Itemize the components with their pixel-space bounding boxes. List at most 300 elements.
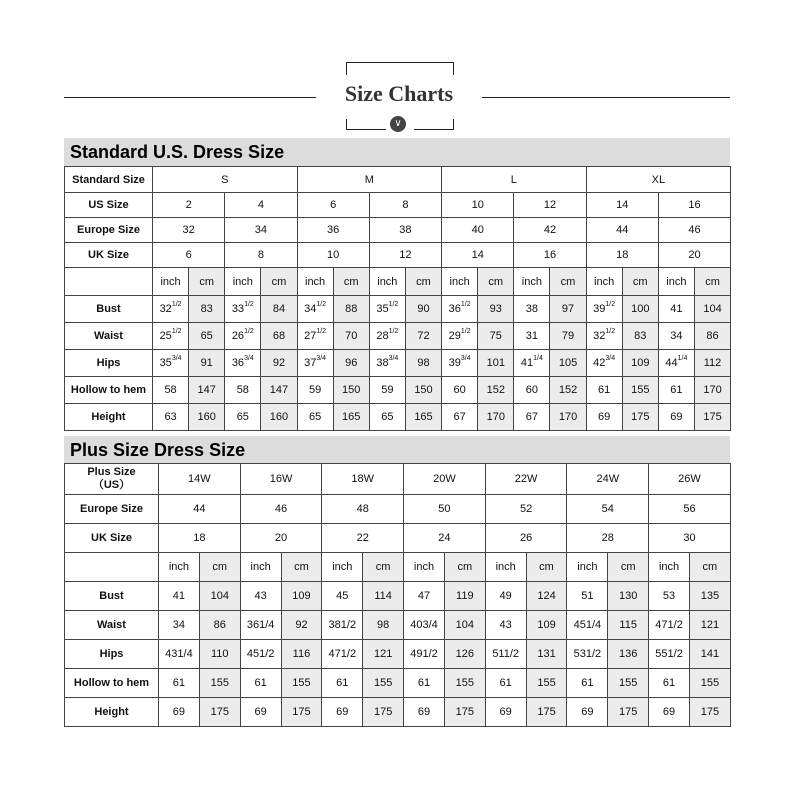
measure-cell	[514, 404, 550, 431]
size-cell: 38	[369, 218, 441, 243]
measure-value: 147	[197, 384, 216, 396]
measure-cell: 110	[199, 640, 240, 669]
measure-cell: 175	[281, 698, 322, 727]
header-rule-right	[482, 97, 730, 98]
measure-cell	[297, 296, 333, 323]
measure-value: 160	[269, 411, 289, 423]
unit-header: inch	[404, 553, 445, 582]
standard-size-cell: XL	[586, 167, 731, 193]
measure-value: 150	[342, 384, 361, 396]
measure-fraction: 1/2	[316, 328, 327, 335]
measure-cell: 141	[689, 640, 730, 669]
row-label: Europe Size	[65, 218, 153, 243]
row-label: Hips	[65, 640, 159, 669]
measure-value: 170	[703, 384, 722, 396]
measure-value: 72	[417, 330, 430, 342]
unit-header: cm	[478, 268, 514, 296]
measure-value: 69	[670, 411, 683, 423]
plus-size-table	[64, 463, 731, 727]
measure-cell	[369, 377, 405, 404]
measure-value: 83	[634, 330, 647, 342]
table-row	[65, 495, 731, 524]
size-cell: 34	[225, 218, 297, 243]
measure-value: 147	[269, 384, 289, 396]
measure-cell	[297, 323, 333, 350]
plus-size-cell: 16W	[240, 464, 322, 495]
row-label: Height	[65, 698, 159, 727]
standard-size-cell: M	[297, 167, 442, 193]
size-cell: 40	[442, 218, 514, 243]
measure-value: 38	[376, 357, 389, 369]
row-label: Standard Size	[65, 167, 153, 193]
table-row	[65, 377, 731, 404]
measure-cell: 61	[159, 669, 200, 698]
measure-cell	[189, 377, 225, 404]
measure-value: 67	[453, 411, 466, 423]
measure-cell: 69	[240, 698, 281, 727]
measure-cell: 69	[485, 698, 526, 727]
measure-cell	[550, 296, 586, 323]
measure-cell: 49	[485, 582, 526, 611]
size-cell: 10	[297, 243, 369, 268]
unit-header: cm	[608, 553, 649, 582]
unit-header: cm	[444, 553, 485, 582]
measure-value: 60	[453, 384, 466, 396]
measure-cell: 155	[199, 669, 240, 698]
table-row	[65, 404, 731, 431]
measure-cell	[153, 377, 189, 404]
measure-cell: 69	[159, 698, 200, 727]
row-label: Bust	[65, 582, 159, 611]
measure-fraction: 1/2	[388, 301, 399, 308]
measure-cell	[189, 350, 225, 377]
measure-value: 70	[345, 330, 358, 342]
row-label-line: （US）	[92, 479, 131, 491]
measure-value: 42	[593, 357, 606, 369]
measure-fraction: 3/4	[388, 355, 399, 362]
measure-cell	[405, 323, 441, 350]
measure-cell: 403/4	[404, 611, 445, 640]
measure-cell: 551/2	[649, 640, 690, 669]
measure-value: 38	[525, 303, 539, 315]
table-row	[65, 193, 731, 218]
measure-cell: 51	[567, 582, 608, 611]
size-cell: 8	[225, 243, 297, 268]
unit-header: cm	[550, 268, 586, 296]
size-cell: 28	[567, 524, 649, 553]
table-row	[65, 464, 731, 495]
measure-cell	[586, 350, 622, 377]
measure-cell: 431/4	[159, 640, 200, 669]
unit-header: cm	[689, 553, 730, 582]
measure-value: 61	[598, 384, 611, 396]
measure-value: 36	[231, 357, 245, 369]
measure-cell	[333, 323, 369, 350]
measure-cell: 114	[363, 582, 404, 611]
measure-value: 36	[448, 303, 461, 315]
measure-fraction: 1/2	[244, 328, 254, 335]
measure-cell	[442, 404, 478, 431]
measure-cell	[658, 296, 694, 323]
table-row	[65, 167, 731, 193]
measure-cell	[550, 404, 586, 431]
measure-cell	[333, 296, 369, 323]
unit-header: inch	[567, 553, 608, 582]
measure-fraction: 1/2	[388, 328, 399, 335]
measure-cell: 531/2	[567, 640, 608, 669]
measure-value: 41	[520, 357, 534, 369]
measure-cell	[514, 296, 550, 323]
measure-cell: 471/2	[649, 611, 690, 640]
measure-cell	[514, 377, 550, 404]
measure-value: 26	[231, 330, 245, 342]
measure-cell	[550, 323, 586, 350]
size-cell: 42	[514, 218, 586, 243]
size-cell: 56	[649, 495, 731, 524]
row-label: Height	[65, 404, 153, 431]
measure-value: 84	[272, 303, 286, 315]
standard-section-title: Standard U.S. Dress Size	[64, 138, 730, 166]
measure-cell: 175	[363, 698, 404, 727]
measure-cell: 121	[363, 640, 404, 669]
size-cell: 46	[658, 218, 730, 243]
measure-value: 58	[236, 384, 249, 396]
measure-cell	[153, 296, 189, 323]
measure-cell: 155	[363, 669, 404, 698]
table-row	[65, 350, 731, 377]
measure-cell: 130	[608, 582, 649, 611]
measure-fraction: 3/4	[460, 355, 471, 362]
measure-cell	[478, 323, 514, 350]
measure-cell: 69	[649, 698, 690, 727]
measure-cell	[694, 404, 730, 431]
size-cell: 48	[322, 495, 404, 524]
size-cell: 10	[442, 193, 514, 218]
measure-cell: 155	[281, 669, 322, 698]
measure-cell	[153, 350, 189, 377]
size-cell: 50	[404, 495, 486, 524]
row-label-line: Plus Size	[87, 466, 136, 478]
measure-fraction: 1/2	[460, 301, 471, 308]
table-row	[65, 268, 731, 296]
measure-fraction: 1/4	[677, 355, 688, 362]
measure-cell: 53	[649, 582, 690, 611]
measure-value: 175	[631, 411, 650, 423]
size-cell: 24	[404, 524, 486, 553]
measure-cell: 175	[608, 698, 649, 727]
table-row	[65, 611, 731, 640]
measure-cell: 69	[404, 698, 445, 727]
size-cell: 22	[322, 524, 404, 553]
measure-value: 105	[558, 357, 578, 369]
measure-cell: 451/4	[567, 611, 608, 640]
measure-cell: 104	[199, 582, 240, 611]
measure-cell	[478, 350, 514, 377]
measure-value: 63	[164, 411, 177, 423]
measure-cell	[478, 377, 514, 404]
measure-value: 25	[159, 330, 172, 342]
unit-header: inch	[322, 553, 363, 582]
unit-header: inch	[240, 553, 281, 582]
measure-fraction: 3/4	[244, 355, 254, 362]
measure-cell: 34	[159, 611, 200, 640]
measure-cell	[694, 323, 730, 350]
measure-value: 60	[525, 384, 539, 396]
standard-size-table	[64, 166, 731, 431]
measure-value: 32	[159, 303, 172, 315]
measure-cell	[442, 350, 478, 377]
measure-value: 65	[200, 330, 213, 342]
measure-cell: 131	[526, 640, 567, 669]
size-cell: 2	[153, 193, 225, 218]
measure-cell: 41	[159, 582, 200, 611]
measure-value: 160	[197, 411, 216, 423]
measure-cell	[550, 350, 586, 377]
row-label: Europe Size	[65, 495, 159, 524]
unit-header: inch	[297, 268, 333, 296]
measure-cell	[261, 377, 297, 404]
measure-cell: 45	[322, 582, 363, 611]
measure-value: 37	[304, 357, 317, 369]
blank-cell	[65, 268, 153, 296]
size-cell: 20	[240, 524, 322, 553]
unit-header: cm	[526, 553, 567, 582]
row-label: Hollow to hem	[65, 377, 153, 404]
measure-value: 104	[703, 303, 722, 315]
size-cell: 14	[586, 193, 658, 218]
measure-cell	[261, 404, 297, 431]
measure-cell: 43	[240, 582, 281, 611]
measure-cell	[369, 350, 405, 377]
table-row	[65, 582, 731, 611]
measure-value: 28	[376, 330, 389, 342]
measure-cell: 61	[649, 669, 690, 698]
measure-cell	[514, 323, 550, 350]
measure-value: 79	[561, 330, 575, 342]
measure-cell	[189, 404, 225, 431]
plus-size-cell: 26W	[649, 464, 731, 495]
unit-header: cm	[622, 268, 658, 296]
measure-cell	[225, 296, 261, 323]
measure-value: 152	[558, 384, 578, 396]
measure-cell: 119	[444, 582, 485, 611]
measure-value: 35	[159, 357, 172, 369]
measure-cell: 92	[281, 611, 322, 640]
measure-cell: 86	[199, 611, 240, 640]
measure-fraction: 1/2	[171, 301, 182, 308]
measure-value: 65	[308, 411, 322, 423]
measure-cell: 175	[526, 698, 567, 727]
measure-cell: 361/4	[240, 611, 281, 640]
measure-cell: 381/2	[322, 611, 363, 640]
measure-cell: 69	[567, 698, 608, 727]
table-row	[65, 698, 731, 727]
size-cell: 12	[514, 193, 586, 218]
measure-fraction: 1/4	[533, 355, 543, 362]
measure-value: 155	[631, 384, 650, 396]
unit-header: cm	[281, 553, 322, 582]
measure-value: 93	[489, 303, 502, 315]
measure-value: 27	[304, 330, 317, 342]
measure-value: 86	[706, 330, 719, 342]
measure-value: 112	[703, 357, 722, 369]
measure-fraction: 1/2	[316, 301, 327, 308]
row-label: Hips	[65, 350, 153, 377]
measure-cell: 155	[608, 669, 649, 698]
row-label: US Size	[65, 193, 153, 218]
measure-cell	[586, 323, 622, 350]
measure-value: 101	[486, 357, 505, 369]
measure-value: 88	[345, 303, 358, 315]
row-label: Hollow to hem	[65, 669, 159, 698]
size-cell: 4	[225, 193, 297, 218]
measure-value: 29	[448, 330, 461, 342]
plus-size-cell: 18W	[322, 464, 404, 495]
measure-value: 61	[670, 384, 683, 396]
measure-cell	[189, 323, 225, 350]
unit-header: inch	[514, 268, 550, 296]
size-cell: 44	[586, 218, 658, 243]
table-row	[65, 243, 731, 268]
table-row	[65, 218, 731, 243]
measure-cell: 115	[608, 611, 649, 640]
standard-size-cell: L	[442, 167, 587, 193]
measure-cell: 121	[689, 611, 730, 640]
plus-size-cell: 22W	[485, 464, 567, 495]
plus-section-title: Plus Size Dress Size	[64, 436, 730, 464]
measure-cell: 124	[526, 582, 567, 611]
measure-cell	[442, 323, 478, 350]
measure-cell: 43	[485, 611, 526, 640]
measure-value: 175	[703, 411, 722, 423]
measure-cell	[658, 377, 694, 404]
measure-value: 44	[665, 357, 678, 369]
measure-value: 59	[308, 384, 322, 396]
measure-cell	[586, 404, 622, 431]
measure-cell: 175	[199, 698, 240, 727]
measure-cell	[442, 296, 478, 323]
measure-value: 97	[561, 303, 575, 315]
measure-cell	[622, 404, 658, 431]
measure-value: 90	[417, 303, 430, 315]
size-cell: 44	[159, 495, 241, 524]
blank-cell	[65, 553, 159, 582]
unit-header: cm	[333, 268, 369, 296]
measure-cell: 471/2	[322, 640, 363, 669]
table-row	[65, 553, 731, 582]
measure-cell	[405, 296, 441, 323]
measure-cell: 451/2	[240, 640, 281, 669]
measure-value: 65	[236, 411, 249, 423]
unit-header: cm	[363, 553, 404, 582]
unit-header: cm	[405, 268, 441, 296]
measure-value: 83	[200, 303, 213, 315]
measure-cell	[478, 296, 514, 323]
measure-cell	[405, 350, 441, 377]
measure-fraction: 3/4	[171, 355, 182, 362]
measure-cell	[622, 377, 658, 404]
measure-cell	[514, 350, 550, 377]
row-label: Waist	[65, 323, 153, 350]
measure-value: 96	[345, 357, 358, 369]
measure-fraction: 1/2	[460, 328, 471, 335]
plus-size-cell: 24W	[567, 464, 649, 495]
measure-fraction: 1/2	[171, 328, 182, 335]
unit-header: inch	[586, 268, 622, 296]
measure-cell	[369, 323, 405, 350]
measure-cell	[297, 350, 333, 377]
unit-header: inch	[153, 268, 189, 296]
size-cell: 30	[649, 524, 731, 553]
unit-header: inch	[442, 268, 478, 296]
measure-cell: 155	[689, 669, 730, 698]
measure-value: 39	[593, 303, 606, 315]
measure-value: 170	[558, 411, 578, 423]
measure-value: 31	[525, 330, 539, 342]
measure-cell	[622, 350, 658, 377]
measure-cell: 491/2	[404, 640, 445, 669]
row-label	[65, 464, 159, 495]
measure-value: 91	[200, 357, 213, 369]
table-row	[65, 323, 731, 350]
size-cell: 18	[586, 243, 658, 268]
measure-value: 69	[598, 411, 611, 423]
measure-fraction: 1/2	[605, 328, 616, 335]
measure-cell	[405, 377, 441, 404]
measure-cell: 109	[281, 582, 322, 611]
measure-cell	[153, 323, 189, 350]
measure-cell: 135	[689, 582, 730, 611]
size-cell: 6	[153, 243, 225, 268]
size-cell: 54	[567, 495, 649, 524]
size-cell: 52	[485, 495, 567, 524]
standard-size-cell: S	[153, 167, 298, 193]
measure-cell	[225, 377, 261, 404]
measure-value: 33	[231, 303, 245, 315]
measure-value: 32	[593, 330, 606, 342]
unit-header: inch	[649, 553, 690, 582]
measure-cell	[261, 296, 297, 323]
measure-cell	[694, 350, 730, 377]
measure-value: 152	[486, 384, 505, 396]
measure-cell: 98	[363, 611, 404, 640]
unit-header: inch	[369, 268, 405, 296]
measure-cell: 155	[526, 669, 567, 698]
measure-cell: 126	[444, 640, 485, 669]
measure-cell	[694, 296, 730, 323]
plus-size-cell: 14W	[159, 464, 241, 495]
measure-value: 75	[489, 330, 502, 342]
measure-fraction: 1/2	[605, 301, 616, 308]
measure-cell	[478, 404, 514, 431]
measure-cell	[333, 350, 369, 377]
measure-fraction: 3/4	[316, 355, 327, 362]
measure-value: 58	[164, 384, 177, 396]
measure-cell	[225, 404, 261, 431]
measure-cell	[550, 377, 586, 404]
measure-cell	[261, 350, 297, 377]
measure-cell	[297, 404, 333, 431]
measure-cell	[225, 323, 261, 350]
measure-cell: 109	[526, 611, 567, 640]
measure-cell: 175	[444, 698, 485, 727]
measure-cell	[153, 404, 189, 431]
measure-cell: 104	[444, 611, 485, 640]
plus-size-cell: 20W	[404, 464, 486, 495]
measure-cell	[622, 296, 658, 323]
measure-cell	[586, 377, 622, 404]
chevron-down-icon: ∨	[390, 116, 406, 132]
